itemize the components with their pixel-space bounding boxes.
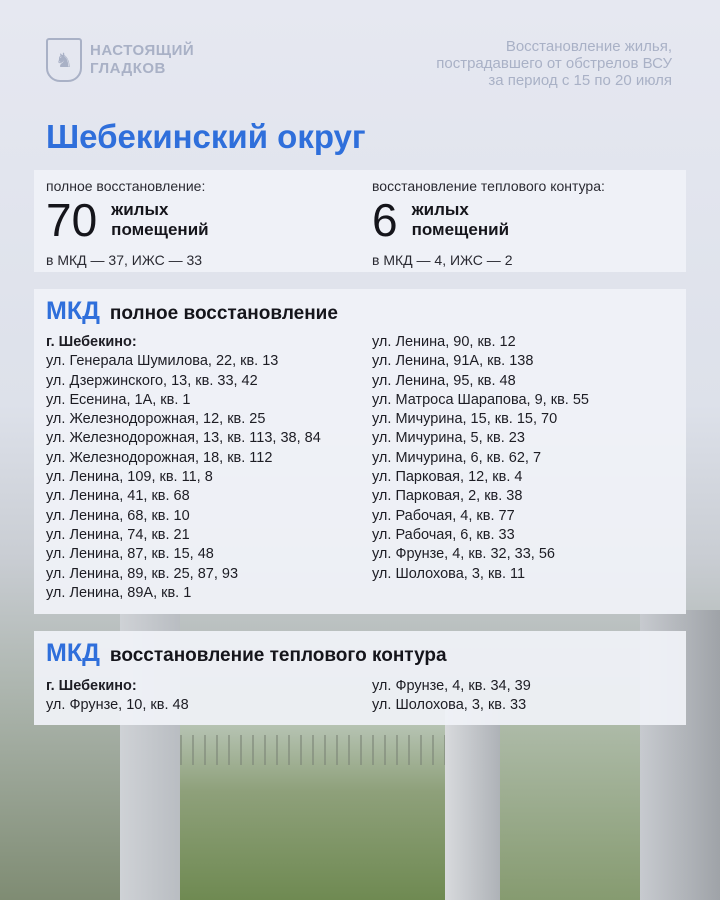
list-item: ул. Фрунзе, 4, кв. 34, 39	[372, 678, 531, 694]
section-subtitle: полное восстановление	[109, 303, 338, 324]
stat-unit-line-1: жилых	[411, 200, 469, 219]
brand-line-1: НАСТОЯЩИЙ	[90, 42, 195, 59]
list-item: ул. Мичурина, 15, кв. 15, 70	[372, 411, 558, 428]
subtitle-line-2: пострадавшего от обстрелов ВСУ	[436, 55, 672, 72]
section-mkd-label: МКД	[46, 297, 100, 325]
list-item: ул. Мичурина, 6, кв. 62, 7	[372, 449, 542, 466]
stat-unit-line-2: помещений	[411, 220, 510, 239]
list-item: ул. Рабочая, 6, кв. 33	[372, 526, 515, 543]
list-item: ул. Фрунзе, 10, кв. 48	[46, 697, 189, 714]
brand-name	[90, 42, 194, 78]
window-glass-view-right	[500, 720, 640, 900]
address-list-left	[46, 677, 189, 716]
subtitle-line-1: Восстановление жилья,	[505, 38, 672, 55]
list-item: ул. Мичурина, 5, кв. 23	[372, 430, 525, 447]
section-mkd-label: МКД	[46, 639, 100, 667]
list-item: ул. Парковая, 2, кв. 38	[372, 488, 523, 505]
city-label: г. Шебекино:	[46, 334, 137, 350]
stat-number: 6	[372, 194, 398, 246]
list-item: ул. Ленина, 90, кв. 12	[372, 334, 516, 350]
address-list-right	[372, 677, 531, 716]
list-item: ул. Шолохова, 3, кв. 11	[372, 565, 526, 582]
section-subtitle: восстановление теплового контура	[109, 645, 447, 666]
list-item: ул. Матроса Шарапова, 9, кв. 55	[372, 391, 589, 408]
stat-note: в МКД — 37, ИЖС — 33	[46, 252, 203, 268]
page-subtitle	[352, 38, 672, 89]
address-list-left	[46, 333, 321, 603]
stat-thermal-restoration	[372, 178, 605, 268]
stat-unit	[111, 200, 208, 240]
stat-note: в МКД — 4, ИЖС — 2	[372, 252, 513, 268]
subtitle-line-3: за период с 15 по 20 июля	[488, 72, 672, 89]
window-frame-middle	[445, 700, 500, 900]
list-item: ул. Ленина, 68, кв. 10	[46, 507, 190, 524]
section-title	[46, 639, 447, 668]
list-item: ул. Рабочая, 4, кв. 77	[372, 507, 515, 524]
list-item: ул. Ленина, 109, кв. 11, 8	[46, 469, 213, 486]
page-title: Шебекинский округ	[46, 118, 366, 155]
fence-view	[180, 735, 445, 765]
list-item: ул. Ленина, 74, кв. 21	[46, 526, 190, 543]
stat-number: 70	[46, 194, 98, 246]
brand-header	[46, 38, 194, 82]
stat-unit-line-2: помещений	[111, 220, 209, 239]
list-item: ул. Есенина, 1А, кв. 1	[46, 391, 191, 408]
stat-label: восстановление теплового контура:	[372, 178, 605, 194]
list-item: ул. Ленина, 89, кв. 25, 87, 93	[46, 565, 239, 582]
stat-unit-line-1: жилых	[111, 200, 169, 219]
list-item: ул. Ленина, 95, кв. 48	[372, 372, 516, 389]
list-item: ул. Ленина, 91А, кв. 138	[372, 353, 534, 370]
thermal-restoration-panel	[34, 631, 686, 725]
list-item: ул. Ленина, 41, кв. 68	[46, 488, 190, 505]
list-item: ул. Ленина, 87, кв. 15, 48	[46, 546, 214, 563]
city-label: г. Шебекино:	[46, 678, 137, 694]
list-item: ул. Железнодорожная, 18, кв. 112	[46, 449, 273, 466]
list-item: ул. Фрунзе, 4, кв. 32, 33, 56	[372, 546, 555, 563]
list-item: ул. Железнодорожная, 13, кв. 113, 38, 84	[46, 430, 321, 447]
stat-label: полное восстановление:	[46, 178, 206, 194]
coat-of-arms-icon: ♞	[46, 38, 82, 82]
list-item: ул. Шолохова, 3, кв. 33	[372, 697, 527, 714]
address-list-right	[372, 333, 589, 584]
stat-full-restoration	[46, 178, 209, 268]
list-item: ул. Железнодорожная, 12, кв. 25	[46, 411, 266, 428]
list-item: ул. Ленина, 89А, кв. 1	[46, 584, 192, 601]
brand-line-2: ГЛАДКОВ	[90, 60, 166, 77]
list-item: ул. Дзержинского, 13, кв. 33, 42	[46, 372, 258, 389]
stat-unit	[412, 200, 509, 240]
section-title	[46, 297, 338, 326]
full-restoration-panel	[34, 289, 686, 614]
stats-panel	[34, 170, 686, 272]
list-item: ул. Генерала Шумилова, 22, кв. 13	[46, 353, 279, 370]
list-item: ул. Парковая, 12, кв. 4	[372, 469, 523, 486]
